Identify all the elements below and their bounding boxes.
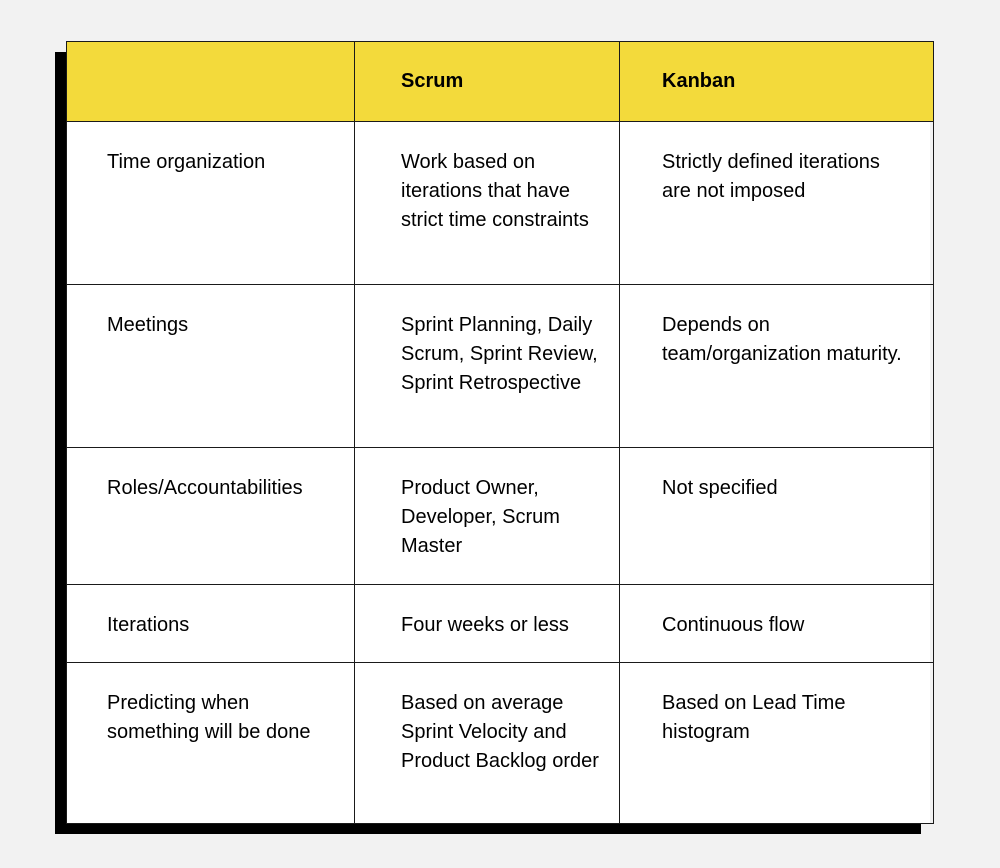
- row-label-cell: [67, 663, 355, 824]
- table-row: [67, 285, 934, 448]
- table-row: [67, 448, 934, 585]
- kanban-cell: [620, 448, 934, 585]
- header-cell-empty: [67, 42, 355, 122]
- scrum-value: Four weeks or less: [401, 614, 569, 636]
- scrum-cell: [355, 122, 620, 285]
- row-label-cell: [67, 285, 355, 448]
- table-header-row: [67, 42, 934, 122]
- scrum-value: Product Owner, Developer, Scrum Master: [401, 477, 560, 557]
- table-row: [67, 585, 934, 663]
- scrum-value: Based on average Sprint Velocity and Product Backlog order: [401, 692, 599, 772]
- scrum-cell: [355, 448, 620, 585]
- row-label: Predicting when something will be done: [107, 692, 311, 743]
- header-label-scrum: Scrum: [401, 70, 464, 92]
- row-label: Roles/Accountabilities: [107, 477, 303, 499]
- table-row: [67, 663, 934, 824]
- row-label-cell: [67, 585, 355, 663]
- row-label-cell: [67, 122, 355, 285]
- kanban-value: Based on Lead Time histogram: [662, 692, 846, 743]
- scrum-cell: [355, 663, 620, 824]
- scrum-value: Work based on iterations that have strict time constraints: [401, 151, 589, 231]
- row-label-cell: [67, 448, 355, 585]
- kanban-value: Strictly defined iterations are not imposed: [662, 151, 880, 202]
- row-label: Iterations: [107, 614, 190, 636]
- row-label: Meetings: [107, 314, 189, 336]
- kanban-cell: [620, 285, 934, 448]
- kanban-value: Not specified: [662, 477, 778, 499]
- header-cell-scrum: [355, 42, 620, 122]
- kanban-value: Depends on team/organization maturity.: [662, 314, 902, 365]
- table-row: [67, 122, 934, 285]
- row-label: Time organization: [107, 151, 266, 173]
- kanban-cell: [620, 663, 934, 824]
- header-label-kanban: Kanban: [662, 70, 736, 92]
- kanban-cell: [620, 585, 934, 663]
- header-cell-kanban: [620, 42, 934, 122]
- comparison-table-container: [66, 41, 930, 823]
- kanban-cell: [620, 122, 934, 285]
- scrum-cell: [355, 285, 620, 448]
- scrum-cell: [355, 585, 620, 663]
- comparison-table: [66, 41, 934, 824]
- kanban-value: Continuous flow: [662, 614, 805, 636]
- scrum-value: Sprint Planning, Daily Scrum, Sprint Review, Sprint Retrospective: [401, 314, 598, 394]
